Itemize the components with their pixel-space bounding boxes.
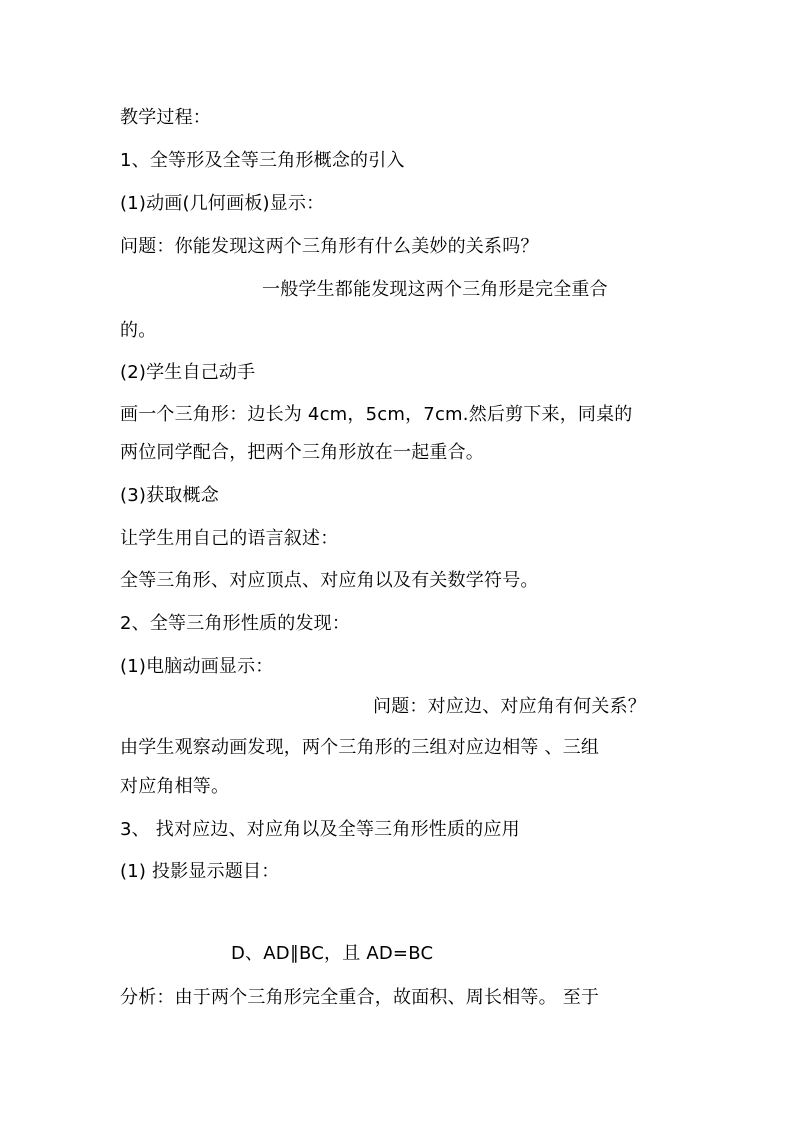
- teaching-process-heading: 教学过程：: [120, 107, 211, 128]
- angles-equal-text: 对应角相等。: [120, 776, 230, 797]
- observation-text: 由学生观察动画发现，两个三角形的三组对应边相等 、三组: [120, 737, 600, 758]
- students-discover-text: 一般学生都能发现这两个三角形是完全重合: [262, 279, 608, 300]
- hands-on-heading: (2)学生自己动手: [120, 362, 256, 383]
- section-2-heading: 2、全等三角形性质的发现：: [120, 613, 351, 634]
- concept-heading: (3)获取概念: [120, 485, 219, 506]
- section-1-heading: 1、全等形及全等三角形概念的引入: [120, 150, 405, 171]
- parallel-segments-text: D、AD∥BC，且 AD=BC: [231, 943, 434, 964]
- sentence-ending-text: 的。: [120, 320, 157, 341]
- overlap-triangle-text: 两位同学配合，把两个三角形放在一起重合。: [120, 442, 484, 463]
- congruent-terms-text: 全等三角形、对应顶点、对应角以及有关数学符号。: [120, 570, 539, 591]
- projection-question-text: (1) 投影显示题目：: [120, 861, 280, 882]
- draw-triangle-text: 画一个三角形：边长为 4cm，5cm，7cm.然后剪下来，同桌的: [120, 404, 633, 425]
- sides-angles-question-text: 问题：对应边、对应角有何关系？: [373, 696, 646, 717]
- section-3-heading: 3、 找对应边、对应角以及全等三角形性质的应用: [120, 819, 520, 840]
- question-relationship-text: 问题：你能发现这两个三角形有什么美妙的关系吗？: [120, 236, 539, 257]
- computer-animation-text: (1)电脑动画显示：: [120, 656, 274, 677]
- animation-display-text: (1)动画(几何画板)显示：: [120, 193, 325, 214]
- analysis-text: 分析：由于两个三角形完全重合，故面积、周长相等。 至于: [120, 987, 600, 1008]
- language-description-text: 让学生用自己的语言叙述：: [120, 528, 339, 549]
